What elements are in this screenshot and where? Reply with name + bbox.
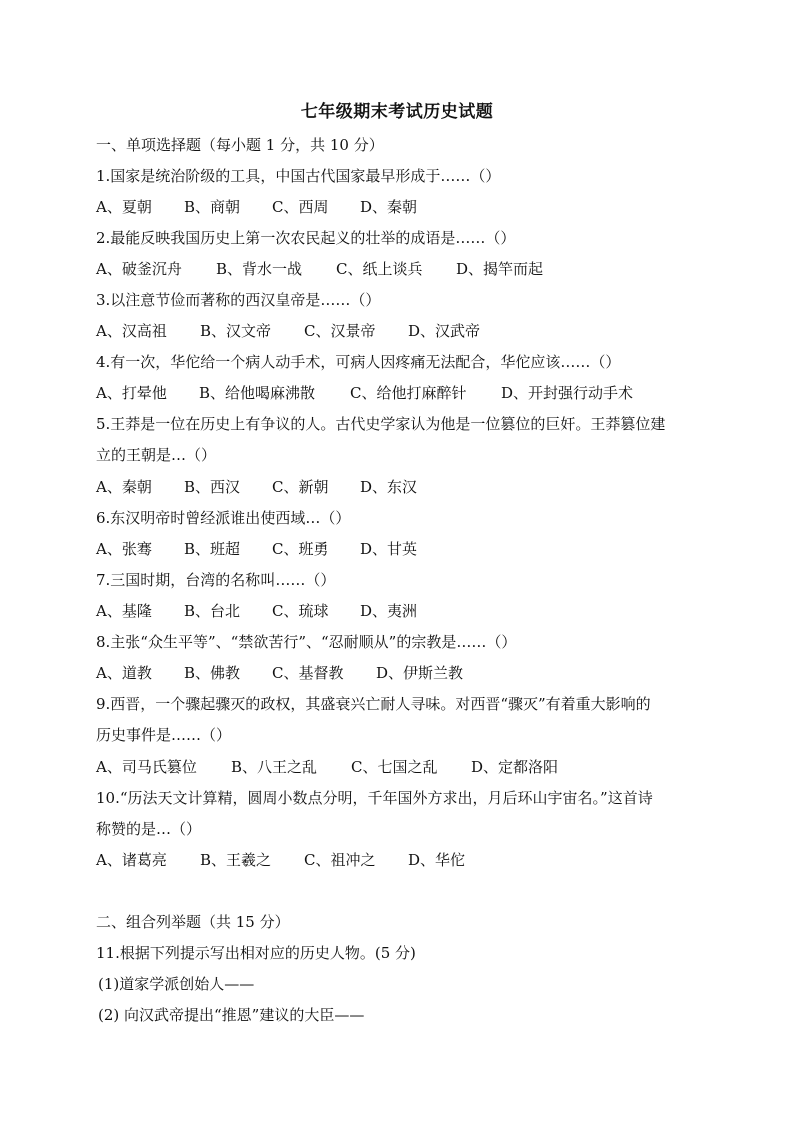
question-4-options bbox=[96, 383, 633, 403]
question-6-options bbox=[96, 539, 417, 559]
question-5-options bbox=[96, 477, 417, 497]
question-2-stem: 2.最能反映我国历史上第一次农民起义的壮举的成语是……（） bbox=[96, 229, 516, 247]
question-2-options bbox=[96, 259, 543, 279]
option-c: C、祖冲之 bbox=[304, 851, 376, 869]
option-c: C、基督教 bbox=[272, 664, 344, 682]
option-a: A、司马氏篡位 bbox=[96, 758, 197, 776]
question-9-options bbox=[96, 757, 558, 777]
option-d: D、秦朝 bbox=[360, 198, 418, 216]
option-d: D、揭竿而起 bbox=[456, 260, 544, 278]
option-c: C、琉球 bbox=[272, 602, 329, 620]
option-d: D、甘英 bbox=[360, 540, 418, 558]
question-11-stem: 11.根据下列提示写出相对应的历史人物。(5 分) bbox=[96, 944, 416, 962]
option-d: D、华佗 bbox=[408, 851, 466, 869]
option-a: A、基隆 bbox=[96, 602, 152, 620]
question-7-stem: 7.三国时期，台湾的名称叫……（） bbox=[96, 571, 336, 589]
question-8-stem: 8.主张“众生平等”、“禁欲苦行”、“忍耐顺从”的宗教是……（） bbox=[96, 633, 517, 651]
exam-title: 七年级期末考试历史试题 bbox=[300, 102, 494, 122]
option-c: C、西周 bbox=[272, 198, 329, 216]
option-c: C、七国之乱 bbox=[351, 758, 438, 776]
question-9-stem-line-1: 9.西晋，一个骤起骤灭的政权，其盛衰兴亡耐人寻味。对西晋“骤灭”有着重大影响的 bbox=[96, 695, 651, 713]
option-c: C、班勇 bbox=[272, 540, 329, 558]
option-a: A、汉高祖 bbox=[96, 322, 167, 340]
question-11-item-2: (2) 向汉武帝提出“推恩”建议的大臣—— bbox=[98, 1006, 365, 1024]
option-d: D、东汉 bbox=[360, 478, 418, 496]
option-c: C、新朝 bbox=[272, 478, 329, 496]
question-3-stem: 3.以注意节俭而著称的西汉皇帝是……（） bbox=[96, 291, 381, 309]
option-a: A、诸葛亮 bbox=[96, 851, 167, 869]
option-c: C、汉景帝 bbox=[304, 322, 376, 340]
question-4-stem: 4.有一次，华佗给一个病人动手术，可病人因疼痛无法配合，华佗应该……（） bbox=[96, 353, 621, 371]
section-2-heading: 二、组合列举题（共 15 分） bbox=[96, 913, 290, 931]
option-b: B、西汉 bbox=[184, 478, 241, 496]
option-b: B、班超 bbox=[184, 540, 241, 558]
option-b: B、王羲之 bbox=[200, 851, 272, 869]
option-b: B、八王之乱 bbox=[231, 758, 318, 776]
question-3-options bbox=[96, 321, 480, 341]
option-c: C、给他打麻醉针 bbox=[350, 384, 467, 402]
question-5-stem-line-2: 立的王朝是…（） bbox=[96, 446, 217, 464]
option-b: B、给他喝麻沸散 bbox=[199, 384, 316, 402]
option-d: D、伊斯兰教 bbox=[376, 664, 464, 682]
option-a: A、打晕他 bbox=[96, 384, 167, 402]
question-5-stem-line-1: 5.王莽是一位在历史上有争议的人。古代史学家认为他是一位篡位的巨奸。王莽篡位建 bbox=[96, 415, 666, 433]
question-10-stem-line-2: 称赞的是…（） bbox=[96, 820, 202, 838]
question-10-stem-line-1: 10.“历法天文计算精，圆周小数点分明，千年国外方求出，月后环山宇宙名。”这首诗 bbox=[96, 789, 653, 807]
question-9-stem-line-2: 历史事件是……（） bbox=[96, 726, 232, 744]
question-1-stem: 1.国家是统治阶级的工具，中国古代国家最早形成于……（） bbox=[96, 167, 501, 185]
question-1-options bbox=[96, 197, 417, 217]
option-d: D、汉武帝 bbox=[408, 322, 481, 340]
option-a: A、张骞 bbox=[96, 540, 152, 558]
option-b: B、背水一战 bbox=[216, 260, 303, 278]
option-a: A、破釜沉舟 bbox=[96, 260, 182, 278]
question-11-item-1: (1)道家学派创始人—— bbox=[98, 975, 255, 993]
option-c: C、纸上谈兵 bbox=[336, 260, 423, 278]
option-b: B、汉文帝 bbox=[200, 322, 272, 340]
option-b: B、商朝 bbox=[184, 198, 241, 216]
question-7-options bbox=[96, 601, 417, 621]
option-d: D、夷洲 bbox=[360, 602, 418, 620]
question-6-stem: 6.东汉明帝时曾经派谁出使西域…（） bbox=[96, 509, 351, 527]
option-d: D、开封强行动手术 bbox=[501, 384, 634, 402]
question-8-options bbox=[96, 663, 463, 683]
option-d: D、定都洛阳 bbox=[471, 758, 559, 776]
option-b: B、佛教 bbox=[184, 664, 241, 682]
option-a: A、夏朝 bbox=[96, 198, 152, 216]
option-a: A、道教 bbox=[96, 664, 152, 682]
section-1-heading: 一、单项选择题（每小题 1 分，共 10 分） bbox=[96, 136, 384, 154]
question-10-options bbox=[96, 850, 465, 870]
option-b: B、台北 bbox=[184, 602, 241, 620]
option-a: A、秦朝 bbox=[96, 478, 152, 496]
